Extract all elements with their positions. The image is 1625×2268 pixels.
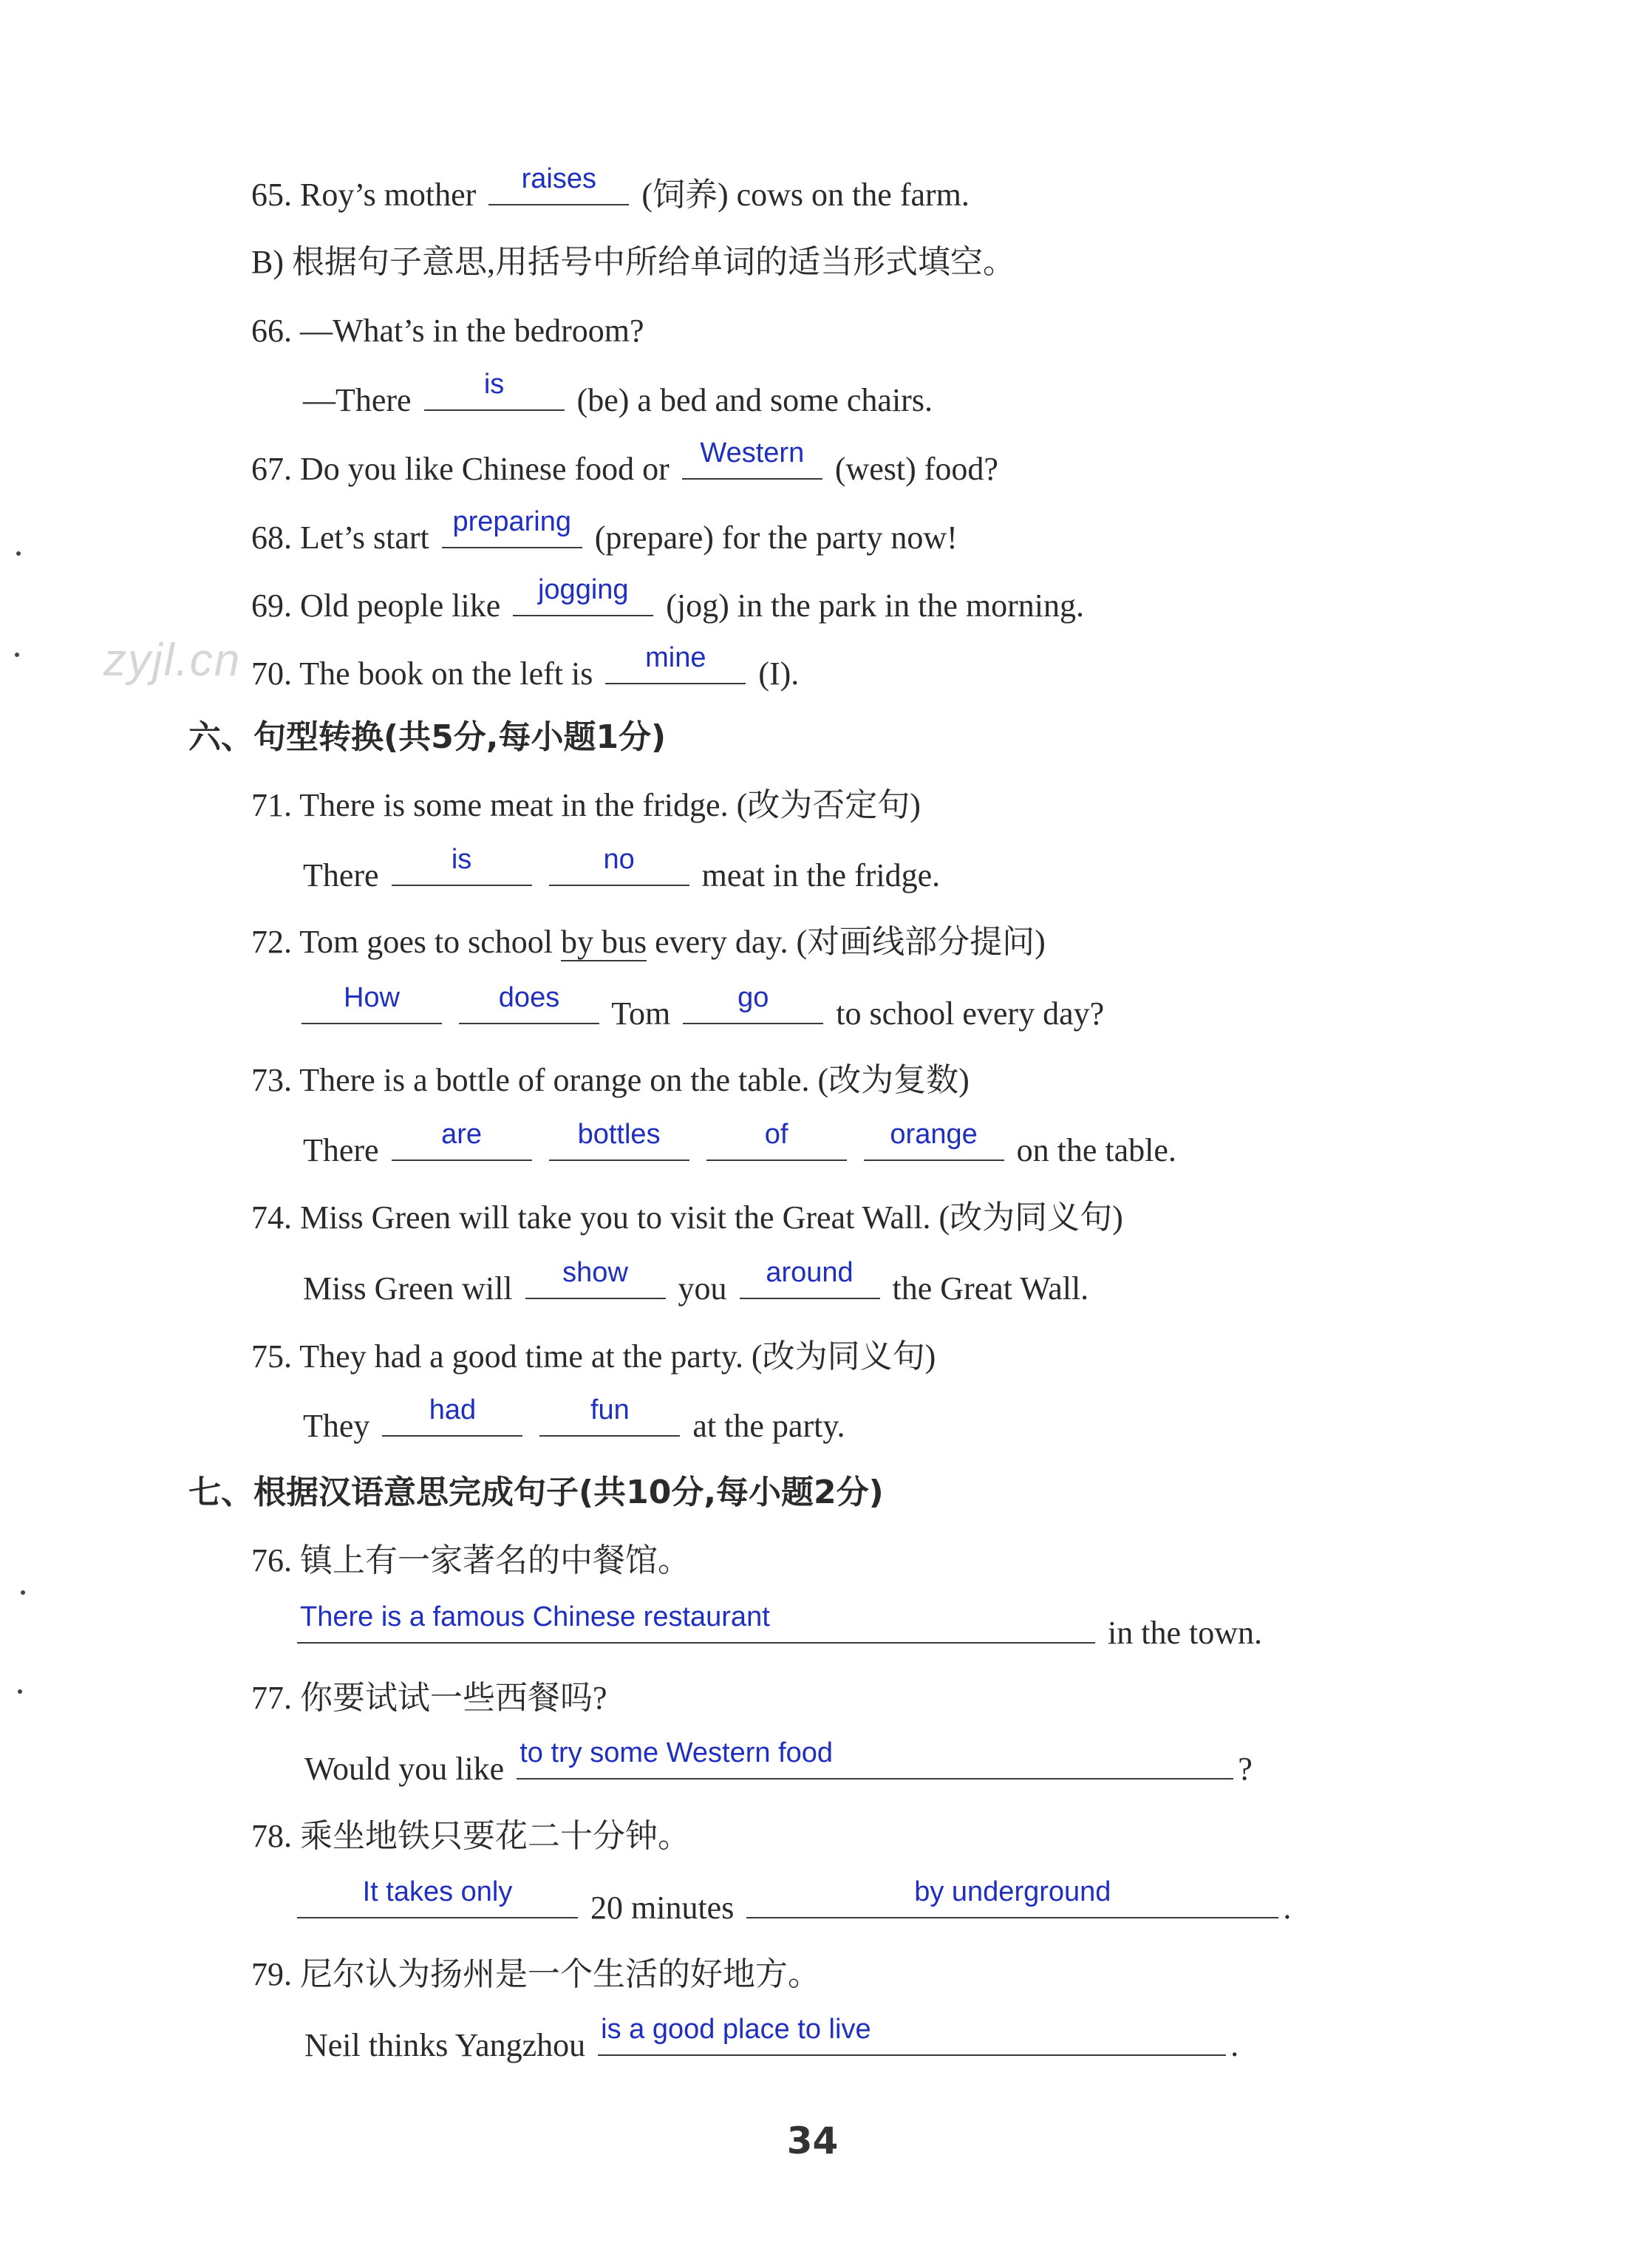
scan-speck — [21, 1590, 25, 1595]
scan-speck — [15, 653, 19, 657]
question-66: 66. —What’s in the bedroom? — [251, 313, 644, 349]
answer-blank-74-2[interactable]: around — [740, 1265, 880, 1299]
question-71: 71. There is some meat in the fridge. (改为否定句) — [251, 787, 921, 823]
answer-line-79: Neil thinks Yangzhou is a good place to live . — [304, 2014, 1239, 2063]
answer-line-77: Would you like to try some Western food ? — [304, 1737, 1253, 1787]
answer-blank-71-1[interactable]: is — [392, 852, 532, 886]
page-number: 34 — [786, 2119, 839, 2162]
answer-blank-75-1[interactable]: had — [382, 1403, 522, 1437]
question-79: 79. 尼尔认为扬州是一个生活的好地方。 — [251, 1956, 820, 1992]
answer-blank-72-3[interactable]: go — [683, 990, 823, 1024]
section-6-heading: 六、句型转换(共5分,每小题1分) — [188, 718, 667, 756]
question-65: 65. Roy’s mother raises (饲养) cows on the farm. — [251, 163, 970, 213]
underlined-phrase: by bus — [561, 924, 647, 960]
answer-blank-73-3[interactable]: of — [706, 1127, 847, 1161]
answer-line-74: Miss Green will show you around the Great Wall. — [303, 1257, 1089, 1307]
question-73: 73. There is a bottle of orange on the table. (改为复数) — [251, 1062, 970, 1098]
question-70: 70. The book on the left is mine (I). — [251, 642, 800, 692]
answer-blank-69[interactable]: jogging — [513, 582, 653, 616]
answer-blank-75-2[interactable]: fun — [539, 1403, 680, 1437]
question-77: 77. 你要试试一些西餐吗? — [251, 1680, 607, 1716]
answer-line-78: It takes only 20 minutes by underground . — [297, 1884, 1291, 1930]
answer-blank-76[interactable]: There is a famous Chinese restaurant — [297, 1610, 1095, 1644]
watermark: zyjl.cn — [103, 635, 242, 686]
question-67: 67. Do you like Chinese food or Western (west) food? — [251, 437, 998, 487]
answer-line-73: There are bottles of orange on the table. — [303, 1119, 1176, 1168]
question-75: 75. They had a good time at the party. (改为同义句) — [251, 1338, 936, 1375]
question-76: 76. 镇上有一家著名的中餐馆。 — [251, 1542, 690, 1579]
scan-speck — [16, 551, 21, 556]
scan-speck — [18, 1689, 22, 1694]
answer-line-71: There is no meat in the fridge. — [303, 844, 941, 893]
question-74: 74. Miss Green will take you to visit the Great Wall. (改为同义句) — [251, 1199, 1123, 1236]
section-b-instruction: B) 根据句子意思,用括号中所给单词的适当形式填空。 — [251, 244, 1015, 280]
answer-blank-71-2[interactable]: no — [549, 852, 689, 886]
answer-line-76: There is a famous Chinese restaurant in the town. — [297, 1610, 1262, 1655]
answer-blank-78-1[interactable]: It takes only — [297, 1884, 578, 1918]
answer-line-75: They had fun at the party. — [303, 1394, 845, 1444]
question-72: 72. Tom goes to school by bus every day. (对画线部分提问) — [251, 924, 1046, 960]
answer-blank-72-1[interactable]: How — [302, 990, 442, 1024]
question-78: 78. 乘坐地铁只要花二十分钟。 — [251, 1818, 690, 1854]
answer-blank-79[interactable]: is a good place to live — [598, 2022, 1226, 2056]
answer-blank-73-1[interactable]: are — [392, 1127, 532, 1161]
answer-blank-78-2[interactable]: by underground — [746, 1884, 1278, 1918]
answer-blank-73-2[interactable]: bottles — [549, 1127, 689, 1161]
answer-blank-67[interactable]: Western — [682, 446, 822, 480]
section-7-heading: 七、根据汉语意思完成句子(共10分,每小题2分) — [188, 1474, 884, 1511]
answer-blank-73-4[interactable]: orange — [864, 1127, 1004, 1161]
answer-line-72: How does Tom go to school every day? — [297, 990, 1104, 1036]
answer-blank-68[interactable]: preparing — [442, 514, 582, 548]
question-68: 68. Let’s start preparing (prepare) for the party now! — [251, 506, 958, 556]
answer-blank-74-1[interactable]: show — [525, 1265, 666, 1299]
answer-blank-72-2[interactable]: does — [459, 990, 599, 1024]
answer-blank-66[interactable]: is — [424, 377, 565, 411]
answer-blank-70[interactable]: mine — [605, 650, 746, 684]
answer-line-66: —There is (be) a bed and some chairs. — [303, 369, 933, 418]
question-69: 69. Old people like jogging (jog) in the park in the morning. — [251, 574, 1085, 624]
answer-blank-77[interactable]: to try some Western food — [517, 1746, 1233, 1780]
answer-blank-65[interactable]: raises — [488, 171, 629, 205]
